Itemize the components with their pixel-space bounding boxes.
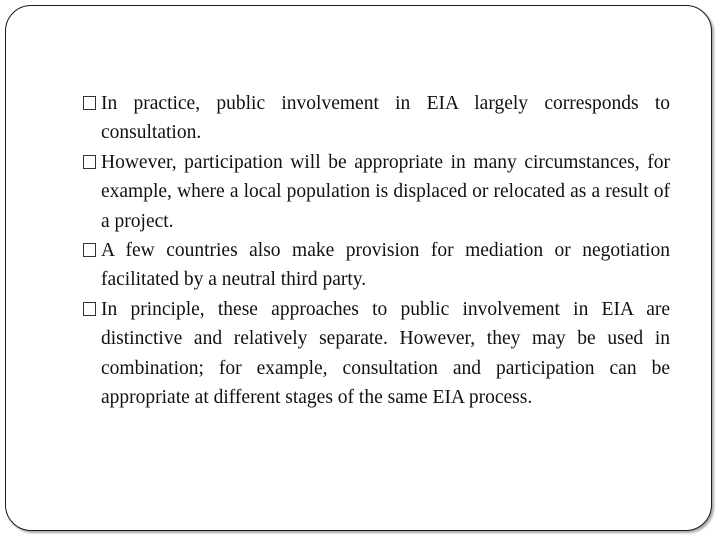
list-item bbox=[83, 148, 670, 236]
square-bullet-icon bbox=[83, 96, 96, 110]
bullet-text: In practice, public involvement in EIA largely corresponds to consultation. bbox=[101, 93, 670, 144]
list-item bbox=[83, 295, 670, 413]
bullet-text: However, participation will be appropriate in many circumstances, for example, where a local population is displaced or relocated as a result of a project. bbox=[101, 151, 670, 232]
square-bullet-icon bbox=[83, 302, 96, 316]
bullet-text: In principle, these approaches to public involvement in EIA are distinctive and relatively separate. However, they may be used in combination; for example, consultation and participation can be appropriate at different stages of the same EIA process. bbox=[101, 298, 670, 409]
bullet-text: A few countries also make provision for mediation or negotiation facilitated by a neutral third party. bbox=[101, 240, 670, 291]
square-bullet-icon bbox=[83, 155, 96, 169]
list-item bbox=[83, 236, 670, 295]
bullet-list bbox=[83, 89, 670, 412]
square-bullet-icon bbox=[83, 243, 96, 257]
list-item bbox=[83, 89, 670, 148]
